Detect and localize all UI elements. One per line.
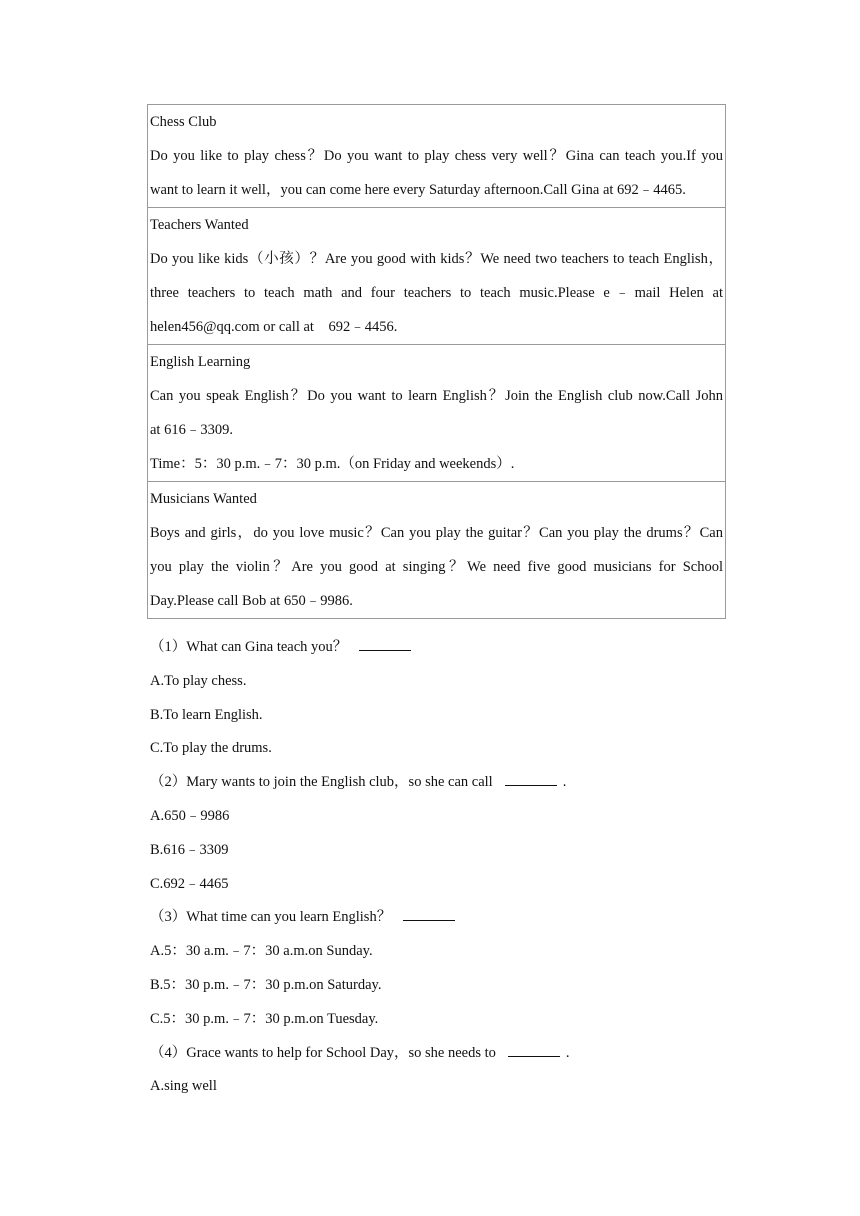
ad-title: Musicians Wanted: [150, 491, 257, 507]
question-text: （1）What can Gina teach you？: [150, 639, 348, 655]
question-suffix: .: [562, 774, 567, 791]
option-c: C.692﹣4465: [150, 875, 229, 892]
questions-section: [150, 631, 730, 1104]
ad-text-line: Time：5：30 p.m.﹣7：30 p.m.（on Friday and weekends）.: [150, 456, 515, 472]
ad-text-line: three teachers to teach math and four teachers to teach music.Please e﹣mail Helen at: [150, 285, 723, 301]
option-b: B.616﹣3309: [150, 841, 229, 858]
option-c: C.5：30 p.m.﹣7：30 p.m.on Tuesday.: [150, 1010, 379, 1027]
option-c: C.To play the drums.: [150, 740, 272, 757]
question-2: [150, 766, 730, 901]
question-prompt: [150, 631, 730, 665]
question-4: [150, 1037, 730, 1105]
ad-text-line: want to learn it well，you can come here every Saturday afternoon.Call Gina at 692﹣4465.: [150, 182, 686, 198]
ad-cell: [148, 482, 726, 619]
question-3: [150, 901, 730, 1036]
ad-text-line: at 616﹣3309.: [150, 422, 233, 438]
ad-title: Chess Club: [150, 114, 217, 130]
answer-blank[interactable]: [505, 771, 557, 786]
ad-title: Teachers Wanted: [150, 217, 249, 233]
ad-row-teachers-wanted: [148, 208, 726, 345]
question-prompt: [150, 1037, 730, 1071]
question-prompt: [150, 901, 730, 935]
ad-row-english-learning: [148, 345, 726, 482]
ad-text-line: Do you like kids（小孩）？Are you good with kids？We need two teachers to teach English，: [150, 251, 723, 267]
option-a: A.650﹣9986: [150, 807, 230, 824]
ad-text-line: Can you speak English？Do you want to learn English？Join the English club now.Call John: [150, 388, 723, 404]
answer-blank[interactable]: [403, 906, 455, 921]
option-b: B.5：30 p.m.﹣7：30 p.m.on Saturday.: [150, 976, 382, 993]
ad-cell: [148, 345, 726, 482]
option-a: A.5：30 a.m.﹣7：30 a.m.on Sunday.: [150, 943, 373, 960]
ad-text-line: helen456@qq.com or call at 692﹣4456.: [150, 319, 398, 335]
question-1: [150, 631, 730, 766]
option-b: B.To learn English.: [150, 706, 263, 723]
question-suffix: .: [565, 1044, 570, 1061]
ad-text-line: you play the violin？Are you good at singing？We need five good musicians for School: [150, 559, 723, 575]
answer-blank[interactable]: [359, 636, 411, 651]
ad-title: English Learning: [150, 354, 251, 370]
ad-row-musicians-wanted: [148, 482, 726, 619]
question-text: （3）What time can you learn English？: [150, 909, 392, 926]
question-text: （4）Grace wants to help for School Day，so she needs to: [150, 1044, 496, 1061]
ads-table: [147, 104, 726, 619]
ad-text-line: Boys and girls，do you love music？Can you play the guitar？Can you play the drums？Can: [150, 525, 723, 541]
ad-cell: [148, 105, 726, 208]
ad-cell: [148, 208, 726, 345]
answer-blank[interactable]: [508, 1042, 560, 1057]
ad-text-line: Do you like to play chess？Do you want to play chess very well？Gina can teach you.If you: [150, 148, 723, 164]
question-text: （2）Mary wants to join the English club，so she can call: [150, 774, 493, 791]
ad-text-line: Day.Please call Bob at 650﹣9986.: [150, 593, 353, 609]
question-prompt: [150, 766, 730, 800]
option-a: A.sing well: [150, 1078, 217, 1095]
ad-row-chess-club: [148, 105, 726, 208]
option-a: A.To play chess.: [150, 672, 247, 689]
